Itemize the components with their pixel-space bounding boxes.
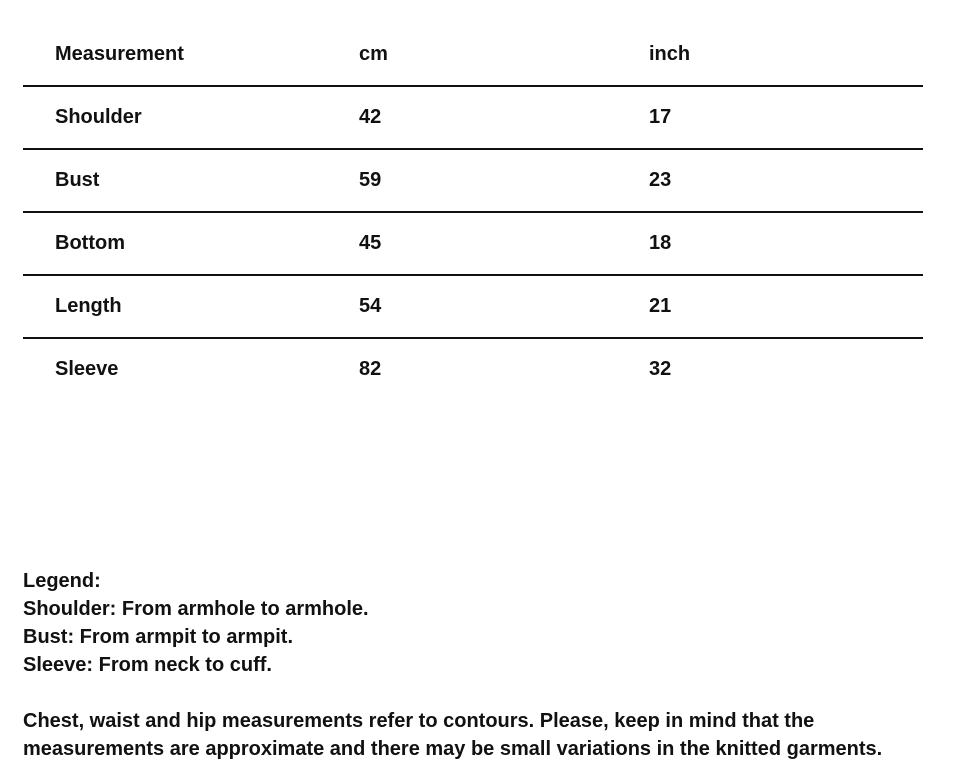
measurement-name: Length: [55, 295, 122, 317]
legend-line-bust: Bust: From armpit to armpit.: [23, 626, 294, 648]
legend-line-shoulder: Shoulder: From armhole to armhole.: [23, 598, 369, 620]
value-inch: 21: [649, 295, 672, 317]
note-line-1: Chest, waist and hip measurements refer to contours. Please, keep in mind that the: [23, 710, 815, 732]
value-cm: 59: [359, 169, 382, 191]
table-row: [23, 275, 923, 338]
table-row: [23, 86, 923, 149]
header-inch: inch: [649, 43, 691, 65]
value-cm: 54: [359, 295, 382, 317]
paragraph-spacer: [23, 679, 943, 707]
value-inch: 23: [649, 169, 672, 191]
measurement-name: Bust: [55, 169, 100, 191]
value-cm: 42: [359, 106, 382, 128]
value-cm: 82: [359, 358, 382, 380]
table-row: [23, 212, 923, 275]
legend-title: Legend:: [23, 570, 101, 592]
size-chart-table: [23, 24, 923, 400]
header-measurement: Measurement: [55, 43, 184, 65]
legend-line-sleeve: Sleeve: From neck to cuff.: [23, 654, 272, 676]
table-header-row: [23, 24, 923, 86]
header-cm: cm: [359, 43, 388, 65]
table-row: [23, 149, 923, 212]
value-cm: 45: [359, 232, 382, 254]
measurement-name: Sleeve: [55, 358, 119, 380]
note-line-2: measurements are approximate and there may be small variations in the knitted garments.: [23, 738, 883, 760]
value-inch: 17: [649, 106, 672, 128]
size-notes: [23, 567, 943, 763]
measurement-name: Shoulder: [55, 106, 142, 128]
value-inch: 18: [649, 232, 672, 254]
table-row: [23, 338, 923, 400]
value-inch: 32: [649, 358, 672, 380]
measurement-name: Bottom: [55, 232, 125, 254]
